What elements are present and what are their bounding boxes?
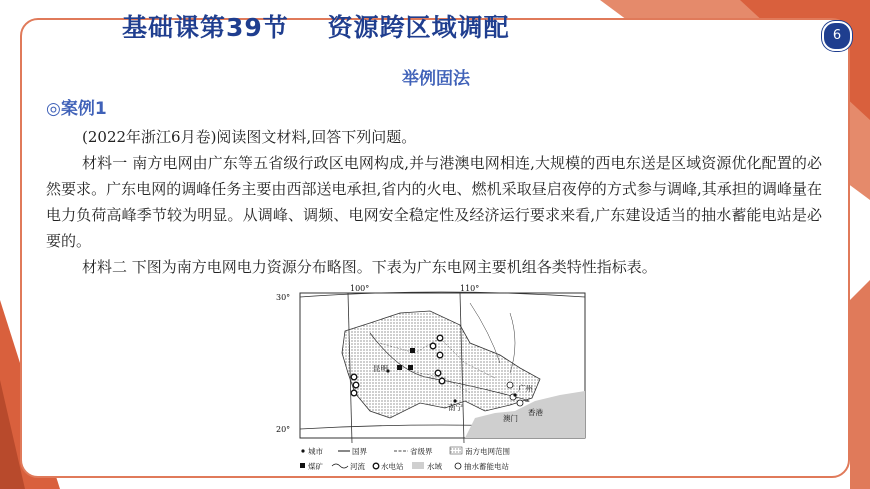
coal-mine-marker xyxy=(397,365,402,370)
lat-label-20: 20° xyxy=(276,425,291,434)
lon-label-100: 100° xyxy=(350,284,370,293)
svg-text:省级界: 省级界 xyxy=(410,447,433,456)
coal-mine-marker xyxy=(410,348,415,353)
city-guangzhou: 广州 xyxy=(518,384,533,393)
material-one: 材料一 南方电网由广东等五省级行政区电网构成,并与港澳电网相连,大规模的西电东送是区域资源优化配置的必然要求。广东电网的调峰任务主要由西部送电承担,省内的火电、燃机采取昼启夜停的方式参与调峰,其承担的调峰量在电力负荷高峰季节较为明显。从调峰、调频、电网安全稳定性及经济运行要求来看,广东建设适当的抽水蓄能电站是必要的。 xyxy=(46,154,822,250)
section-subtitle: 举例固法 xyxy=(402,69,470,89)
coal-mine-marker xyxy=(408,365,413,370)
svg-text:水域: 水域 xyxy=(427,462,442,471)
svg-text:国界: 国界 xyxy=(352,447,367,456)
material-two: 材料二 下图为南方电网电力资源分布略图。下表为广东电网主要机组各类特性指标表。 xyxy=(82,258,657,276)
svg-text:城市: 城市 xyxy=(308,447,323,456)
svg-text:河流: 河流 xyxy=(350,462,365,471)
power-grid-map xyxy=(270,283,590,478)
svg-text:南方电网范围: 南方电网范围 xyxy=(465,447,510,456)
svg-text:煤矿: 煤矿 xyxy=(308,462,323,471)
city-macau: 澳门 xyxy=(503,414,518,423)
svg-text:水电站: 水电站 xyxy=(381,462,404,471)
city-kunming: 昆明 xyxy=(373,364,388,373)
page-title: 基础课第39节 资源跨区域调配 xyxy=(122,13,510,42)
question-source: (2022年浙江6月卷)阅读图文材料,回答下列问题。 xyxy=(82,128,417,146)
map-legend xyxy=(300,446,510,471)
city-nanning: 南宁 xyxy=(448,403,463,412)
lat-label-30: 30° xyxy=(276,293,291,302)
page-number-badge: 6 xyxy=(822,21,852,51)
case-label: ◎案例1 xyxy=(46,99,107,119)
svg-text:抽水蓄能电站: 抽水蓄能电站 xyxy=(464,462,509,471)
city-hongkong: 香港 xyxy=(528,408,543,417)
lon-label-110: 110° xyxy=(460,284,480,293)
